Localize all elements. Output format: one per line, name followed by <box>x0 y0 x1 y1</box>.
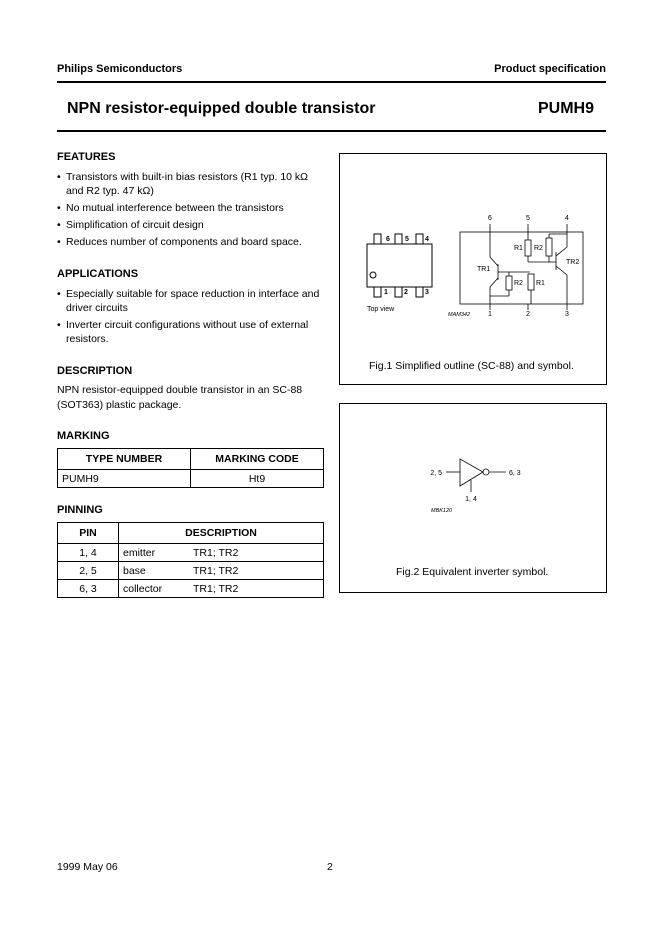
fig1-code: MAM342 <box>448 312 471 318</box>
pkg-pin-1: 1 <box>384 289 388 296</box>
table-cell: Ht9 <box>191 470 324 488</box>
sym-pin-4: 4 <box>565 215 569 222</box>
fig2-caption: Fig.2 Equivalent inverter symbol. <box>396 566 549 578</box>
sym-pin-5: 5 <box>526 215 530 222</box>
features-heading: FEATURES <box>57 151 116 163</box>
pkg-pin-3: 3 <box>425 289 429 296</box>
figure-1-box <box>339 153 607 385</box>
fig2-code: MBK120 <box>431 508 453 514</box>
marking-heading: MARKING <box>57 430 110 442</box>
page-title: NPN resistor-equipped double transistor <box>67 100 376 117</box>
column-header: PIN <box>58 523 119 544</box>
table-row <box>58 544 324 562</box>
r2-upper-label: R2 <box>534 245 543 252</box>
fig2-drawing <box>340 404 606 544</box>
marking-table <box>57 448 324 488</box>
table-row <box>58 470 324 488</box>
table-cell: base <box>119 562 190 580</box>
table-row <box>58 580 324 598</box>
pkg-pin-5: 5 <box>405 236 409 243</box>
sym-pin-1: 1 <box>488 311 492 318</box>
list-item: • Transistors with built-in bias resistors (R1 typ. 10 kΩ and R2 typ. 47 kΩ) <box>57 170 327 198</box>
applications-list <box>57 287 327 349</box>
list-item: • Inverter circuit configurations without use of external resistors. <box>57 318 327 346</box>
inverter-ground-label: 1, 4 <box>465 496 477 503</box>
fig1-drawing <box>340 154 606 344</box>
header-rule <box>57 81 606 83</box>
fig1-caption: Fig.1 Simplified outline (SC-88) and symbol. <box>369 360 574 372</box>
sym-pin-2: 2 <box>526 311 530 318</box>
r1-upper-label: R1 <box>514 245 523 252</box>
pkg-pin-6: 6 <box>386 236 390 243</box>
column-header: TYPE NUMBER <box>58 449 191 470</box>
pkg-pin-2: 2 <box>404 289 408 296</box>
pkg-pin-4: 4 <box>425 236 429 243</box>
sym-pin-6: 6 <box>488 215 492 222</box>
figure-2-box <box>339 403 607 593</box>
table-cell: 1, 4 <box>58 544 119 562</box>
r2-lower-label: R2 <box>514 280 523 287</box>
table-cell: TR1; TR2 <box>189 544 324 562</box>
list-item: • Reduces number of components and board space. <box>57 235 327 249</box>
inverter-symbol <box>446 459 506 492</box>
title-rule <box>57 130 606 132</box>
list-item: • Simplification of circuit design <box>57 218 327 232</box>
page-number: 2 <box>327 861 333 873</box>
tr1-label: TR1 <box>477 266 491 273</box>
table-cell: TR1; TR2 <box>189 562 324 580</box>
pinning-table <box>57 522 324 598</box>
inverter-input-label: 2, 5 <box>430 470 442 477</box>
table-cell: PUMH9 <box>58 470 191 488</box>
sym-pin-3: 3 <box>565 311 569 318</box>
column-header: DESCRIPTION <box>119 523 324 544</box>
table-cell: 6, 3 <box>58 580 119 598</box>
inverter-output-label: 6, 3 <box>509 470 521 477</box>
column-header: MARKING CODE <box>191 449 324 470</box>
applications-heading: APPLICATIONS <box>57 268 139 280</box>
tr2-label: TR2 <box>566 259 580 266</box>
package-outline <box>367 234 432 297</box>
r1-lower-label: R1 <box>536 280 545 287</box>
table-cell: 2, 5 <box>58 562 119 580</box>
list-item: • Especially suitable for space reduction in interface and driver circuits <box>57 287 327 315</box>
table-cell: TR1; TR2 <box>189 580 324 598</box>
top-view-label: Top view <box>367 306 395 313</box>
table-cell: collector <box>119 580 190 598</box>
header-doc-type: Product specification <box>494 63 606 75</box>
pinning-heading: PINNING <box>57 504 103 516</box>
features-list <box>57 170 327 252</box>
header-company: Philips Semiconductors <box>57 63 183 75</box>
part-number: PUMH9 <box>537 100 594 117</box>
description-heading: DESCRIPTION <box>57 365 133 377</box>
description-text: NPN resistor-equipped double transistor in an SC-88 (SOT363) plastic package. <box>57 384 303 411</box>
list-item: • No mutual interference between the transistors <box>57 201 327 215</box>
table-cell: emitter <box>119 544 190 562</box>
footer-date: 1999 May 06 <box>57 861 118 873</box>
table-row <box>58 562 324 580</box>
